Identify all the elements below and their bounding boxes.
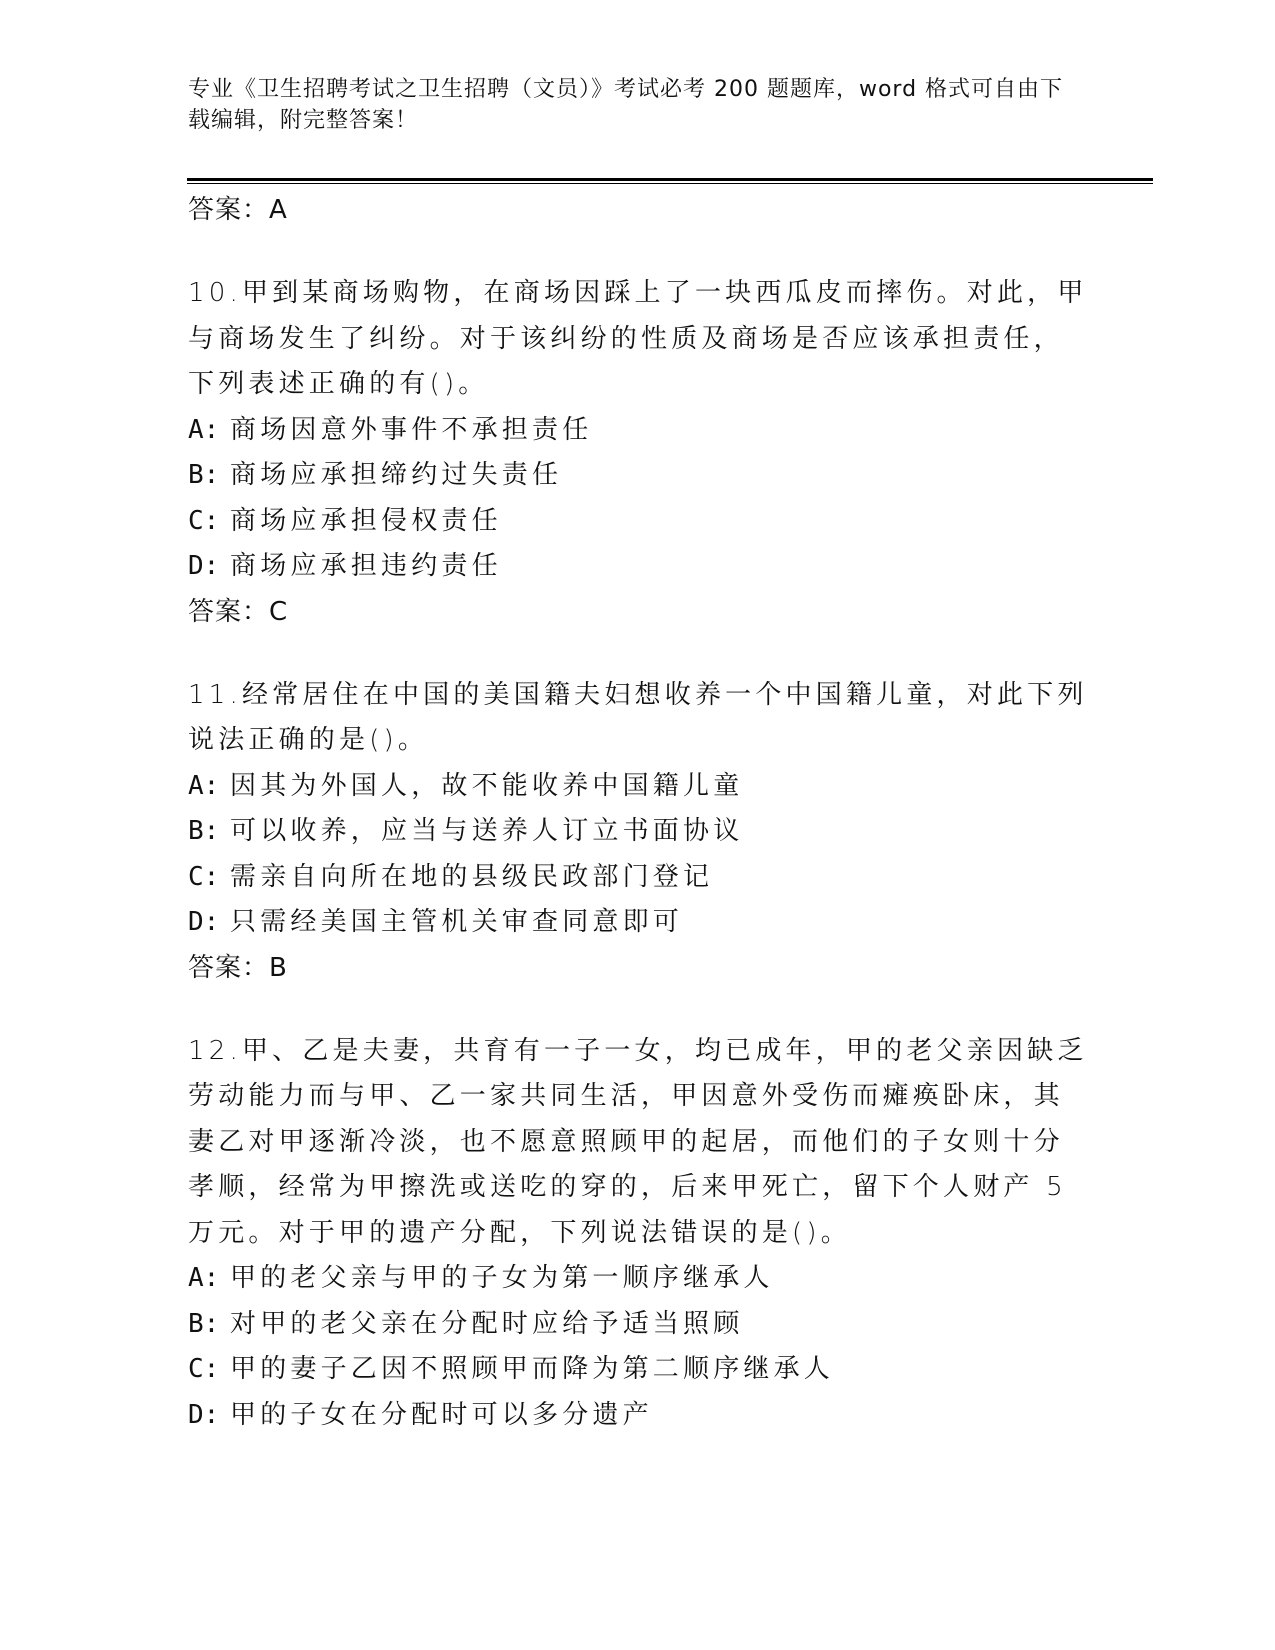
option-key: B: xyxy=(188,1308,220,1339)
option-text: 甲的老父亲与甲的子女为第一顺序继承人 xyxy=(230,1263,774,1293)
option-text: 需亲自向所在地的县级民政部门登记 xyxy=(230,861,714,892)
answer-line-q9 xyxy=(188,188,1088,233)
option-text: 甲的子女在分配时可以多分遗产 xyxy=(230,1399,653,1430)
option-text: 商场应承担违约责任 xyxy=(230,551,502,581)
answer-value: C xyxy=(269,596,289,627)
answer-value: B xyxy=(269,952,288,983)
answer-label: 答案： xyxy=(188,596,270,627)
answer-label: 答案： xyxy=(188,952,270,983)
option-text: 可以收养，应当与送养人订立书面协议 xyxy=(230,816,744,846)
header-divider-thin xyxy=(187,183,1153,184)
option-c xyxy=(188,1347,1088,1393)
question-12 xyxy=(188,1029,1088,1439)
answer-label: 答案： xyxy=(188,195,270,225)
option-key: D: xyxy=(188,1399,220,1430)
option-d xyxy=(188,1393,1088,1439)
option-key: A: xyxy=(188,1263,220,1293)
option-text: 对甲的老父亲在分配时应给予适当照顾 xyxy=(230,1308,744,1339)
option-c xyxy=(188,855,1088,901)
option-key: D: xyxy=(188,907,220,937)
option-key: B: xyxy=(188,460,220,490)
option-key: A: xyxy=(188,770,220,801)
option-key: C: xyxy=(188,505,220,536)
option-text: 商场应承担缔约过失责任 xyxy=(230,460,563,490)
document-header: 专业《卫生招聘考试之卫生招聘（文员）》考试必考 200 题题库，word 格式可自由下载编辑，附完整答案！ xyxy=(188,77,1064,133)
option-key: C: xyxy=(188,861,220,892)
option-text: 甲的妻子乙因不照顾甲而降为第二顺序继承人 xyxy=(230,1354,835,1384)
option-a xyxy=(188,764,1088,810)
option-text: 因其为外国人，故不能收养中国籍儿童 xyxy=(230,770,744,801)
option-b xyxy=(188,453,1088,499)
option-b xyxy=(188,809,1088,855)
questions-content xyxy=(188,188,1088,1438)
question-10 xyxy=(188,271,1088,635)
option-text: 商场因意外事件不承担责任 xyxy=(230,414,593,445)
option-key: D: xyxy=(188,551,220,581)
option-d xyxy=(188,544,1088,590)
option-a xyxy=(188,408,1088,454)
header-divider-thick xyxy=(187,178,1153,181)
answer-line xyxy=(188,946,1088,991)
option-a xyxy=(188,1256,1088,1302)
option-c xyxy=(188,499,1088,545)
answer-value: A xyxy=(269,195,288,225)
answer-line xyxy=(188,590,1088,635)
option-b xyxy=(188,1302,1088,1348)
option-text: 只需经美国主管机关审查同意即可 xyxy=(230,907,684,937)
option-key: C: xyxy=(188,1354,220,1384)
option-d xyxy=(188,900,1088,946)
question-11 xyxy=(188,673,1088,991)
option-text: 商场应承担侵权责任 xyxy=(230,505,502,536)
question-stem: 11.经常居住在中国的美国籍夫妇想收养一个中国籍儿童，对此下列说法正确的是()。 xyxy=(188,679,1088,755)
option-key: B: xyxy=(188,816,220,846)
option-key: A: xyxy=(188,414,220,445)
question-stem: 10.甲到某商场购物，在商场因踩上了一块西瓜皮而摔伤。对此，甲与商场发生了纠纷。对于该纠纷的性质及商场是否应该承担责任，下列表述正确的有()。 xyxy=(188,278,1088,399)
question-stem: 12.甲、乙是夫妻，共育有一子一女，均已成年，甲的老父亲因缺乏劳动能力而与甲、乙一家共同生活，甲因意外受伤而瘫痪卧床，其妻乙对甲逐渐冷淡，也不愿意照顾甲的起居，而他们的子女则十分孝顺，经常为甲擦洗或送吃的穿的，后来甲死亡，留下个人财产 5 万元。对于甲的遗产分配，下列说法错误的是()。 xyxy=(188,1035,1088,1248)
